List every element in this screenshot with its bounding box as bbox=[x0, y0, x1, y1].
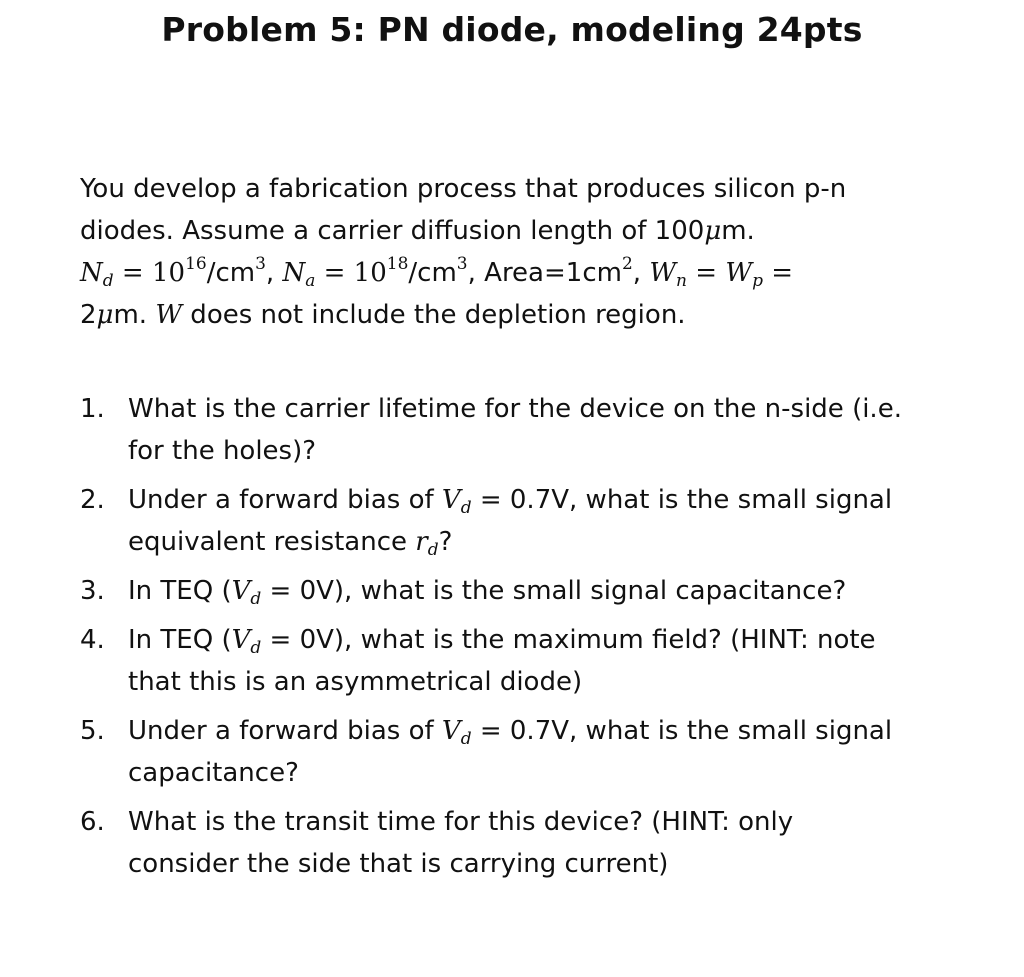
question-text bbox=[128, 479, 980, 521]
question-item bbox=[80, 388, 980, 472]
wn-symbol: W bbox=[649, 258, 677, 288]
question-number: 6. bbox=[80, 807, 105, 837]
question-item bbox=[80, 801, 980, 885]
question-text-part: equivalent resistance bbox=[128, 527, 416, 557]
wp-subscript: p bbox=[752, 271, 763, 291]
v-subscript: d bbox=[460, 729, 472, 749]
v-subscript: d bbox=[250, 589, 262, 609]
na-subscript: a bbox=[305, 271, 316, 291]
v-symbol: V bbox=[441, 485, 461, 515]
mu-symbol: μ bbox=[704, 216, 722, 246]
nd-exponent: 16 bbox=[185, 254, 207, 274]
width-value: 2 bbox=[80, 300, 97, 330]
question-text-part: = 0V), what is the small signal capacitance? bbox=[261, 576, 847, 606]
question-item bbox=[80, 570, 980, 612]
question-item bbox=[80, 710, 980, 794]
question-text-part: Under a forward bias of bbox=[128, 716, 442, 746]
question-text-part: Under a forward bias of bbox=[128, 485, 442, 515]
question-text: What is the transit time for this device? (HINT: only bbox=[128, 807, 794, 837]
nd-subscript: d bbox=[102, 271, 114, 291]
question-number: 4. bbox=[80, 625, 105, 655]
question-text: What is the carrier lifetime for the device on the n-side (i.e. bbox=[128, 394, 902, 424]
question-number: 3. bbox=[80, 576, 105, 606]
problem-intro bbox=[80, 168, 960, 336]
v-subscript: d bbox=[460, 498, 472, 518]
separator: , bbox=[265, 258, 283, 288]
equals-sign: = bbox=[113, 258, 152, 288]
question-text bbox=[128, 619, 980, 661]
v-subscript: d bbox=[250, 638, 262, 658]
na-unit-exponent: 3 bbox=[456, 254, 468, 274]
question-number: 5. bbox=[80, 716, 105, 746]
equals-sign: = bbox=[762, 258, 794, 288]
intro-line-4-text: does not include the depletion region. bbox=[182, 300, 686, 330]
intro-line-2 bbox=[80, 210, 960, 252]
problem-title: Problem 5: PN diode, modeling 24pts bbox=[161, 10, 863, 49]
r-symbol: r bbox=[415, 527, 428, 557]
intro-line-4 bbox=[80, 294, 960, 336]
question-text bbox=[128, 710, 980, 752]
nd-unit-exponent: 3 bbox=[255, 254, 266, 274]
r-subscript: d bbox=[427, 540, 439, 560]
question-text-part: In TEQ ( bbox=[128, 576, 232, 606]
question-item bbox=[80, 619, 980, 703]
area-label: Area=1cm bbox=[484, 258, 622, 288]
question-text-part: ? bbox=[438, 527, 453, 557]
na-exponent: 18 bbox=[386, 254, 409, 274]
question-text: consider the side that is carrying current) bbox=[128, 849, 669, 879]
question-text-part: = 0.7V, what is the small signal bbox=[471, 716, 893, 746]
nd-unit: /cm bbox=[206, 258, 256, 288]
w-symbol: W bbox=[155, 300, 183, 330]
intro-line-1: You develop a fabrication process that produces silicon p-n bbox=[80, 174, 847, 204]
question-text-part: = 0.7V, what is the small signal bbox=[471, 485, 893, 515]
intro-line-2-unit: m. bbox=[721, 216, 755, 246]
wp-symbol: W bbox=[725, 258, 753, 288]
equals-sign: = bbox=[687, 258, 726, 288]
question-text: for the holes)? bbox=[128, 436, 317, 466]
v-symbol: V bbox=[441, 716, 461, 746]
question-text: capacitance? bbox=[128, 758, 299, 788]
mu-symbol: μ bbox=[96, 300, 114, 330]
area-exponent: 2 bbox=[621, 254, 633, 274]
separator: , bbox=[632, 258, 650, 288]
question-text bbox=[128, 521, 980, 563]
na-symbol: N bbox=[282, 258, 306, 288]
intro-line-2-text: diodes. Assume a carrier diffusion length of 100 bbox=[80, 216, 705, 246]
wn-subscript: n bbox=[676, 271, 687, 291]
na-unit: /cm bbox=[408, 258, 457, 288]
question-text: that this is an asymmetrical diode) bbox=[128, 667, 583, 697]
intro-equation-line bbox=[80, 252, 960, 294]
question-number: 2. bbox=[80, 485, 105, 515]
question-text-part: = 0V), what is the maximum field? (HINT: note bbox=[261, 625, 876, 655]
nd-symbol: N bbox=[80, 258, 103, 288]
width-unit: m. bbox=[113, 300, 156, 330]
question-text bbox=[128, 570, 980, 612]
question-text-part: In TEQ ( bbox=[128, 625, 232, 655]
na-base: 10 bbox=[353, 258, 387, 288]
question-number: 1. bbox=[80, 394, 105, 424]
nd-base: 10 bbox=[151, 258, 186, 288]
v-symbol: V bbox=[231, 576, 251, 606]
question-list bbox=[80, 388, 980, 892]
question-item bbox=[80, 479, 980, 563]
v-symbol: V bbox=[231, 625, 251, 655]
separator: , bbox=[467, 258, 485, 288]
equals-sign: = bbox=[315, 258, 354, 288]
